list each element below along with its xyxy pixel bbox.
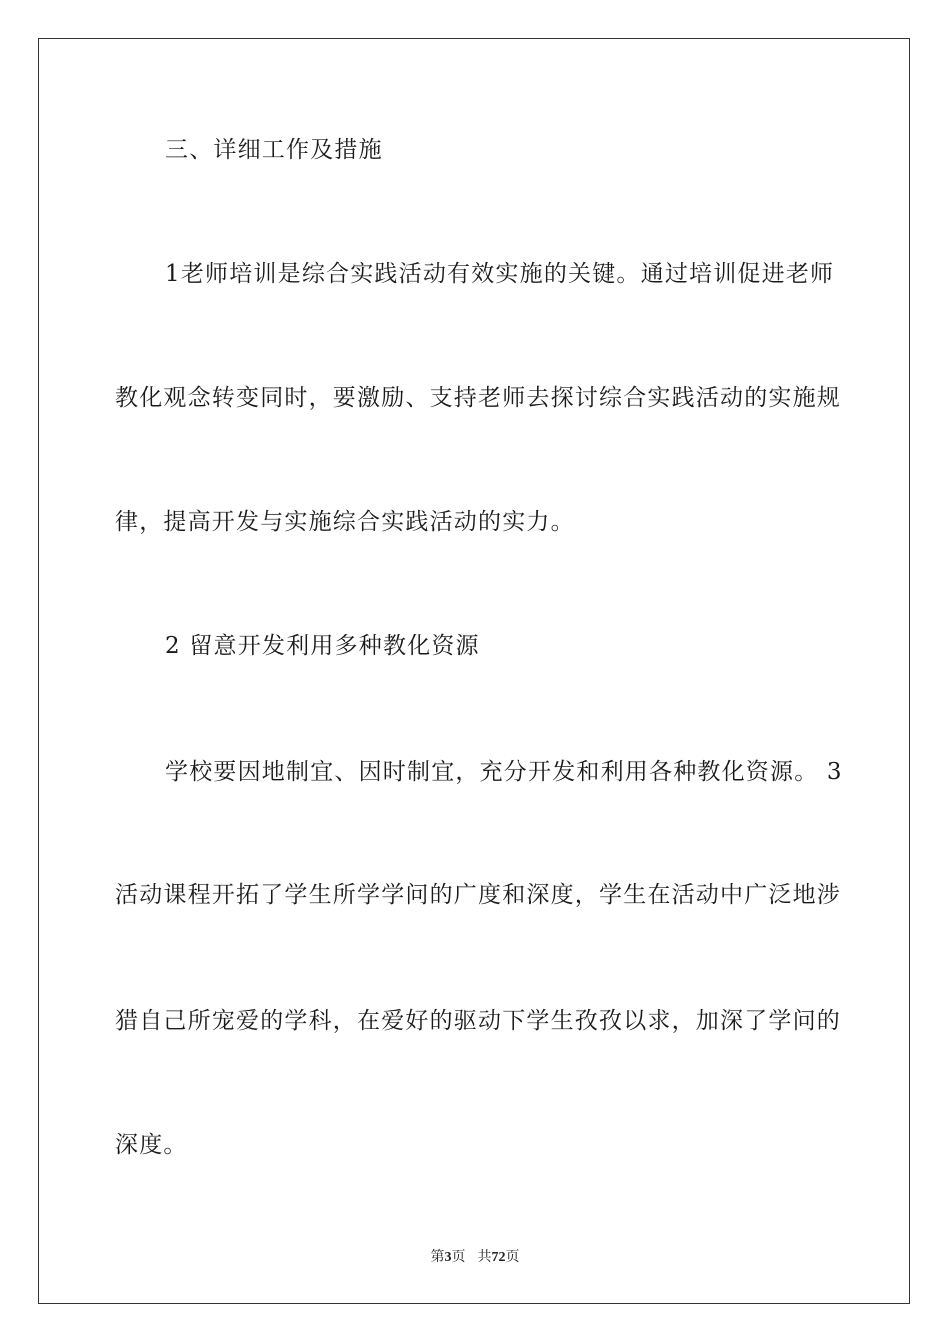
total-suffix: 页 [505,1250,520,1265]
paragraph-1-line-3: 律，提高开发与实施综合实践活动的实力。 [115,509,575,535]
paragraph-2-line-3: 猎自己所宠爱的学科，在爱好的驱动下学生孜孜以求，加深了学问的 [115,1008,841,1034]
paragraph-1-line-2: 教化观念转变同时，要激励、支持老师去探讨综合实践活动的实施规 [115,385,841,411]
page-footer [0,1246,950,1266]
paragraph-1-line-1: 1老师培训是综合实践活动有效实施的关键。通过培训促进老师 [165,261,835,287]
paragraph-2-line-2: 活动课程开拓了学生所学学问的广度和深度，学生在活动中广泛地涉 [115,882,841,908]
section-heading: 三、详细工作及措施 [165,137,383,163]
total-prefix: 共 [477,1250,492,1265]
page-border [38,38,910,1304]
item-2-heading: 2 留意开发利用多种教化资源 [165,633,480,659]
total-pages: 72 [491,1250,506,1265]
page-suffix: 页 [451,1250,466,1265]
paragraph-2-line-1: 学校要因地制宜、因时制宜，充分开发和利用各种教化资源。 3 [165,759,843,785]
page-number: 3 [444,1250,452,1265]
paragraph-2-line-4: 深度。 [115,1132,188,1158]
page-prefix: 第 [430,1250,445,1265]
